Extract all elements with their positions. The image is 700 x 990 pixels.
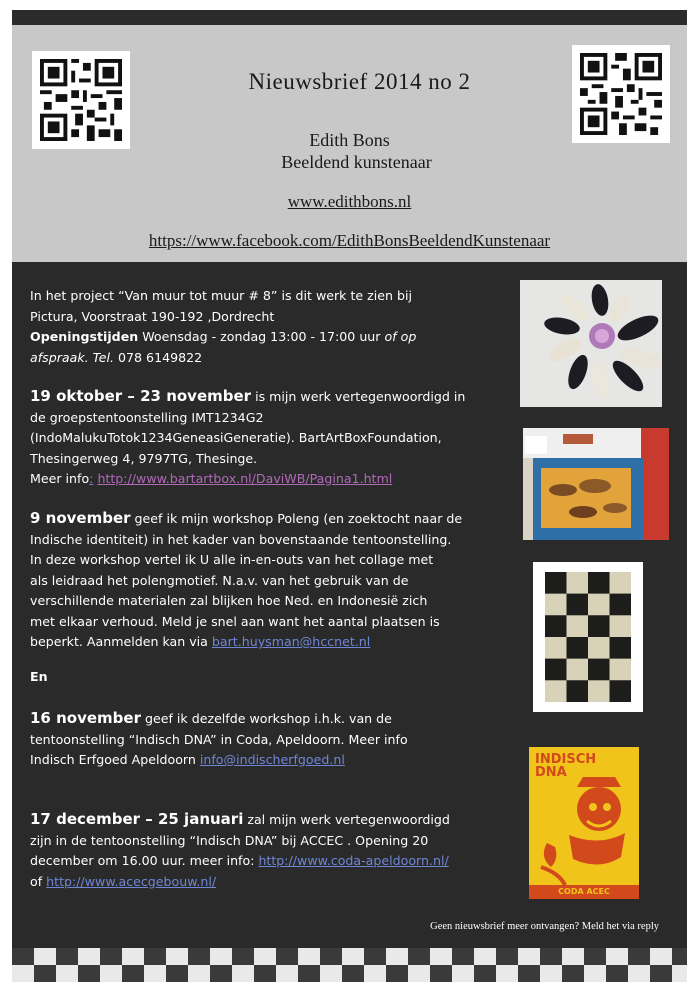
item-text: als leidraad het polengmotief. N.a.v. van het gebruik van de xyxy=(30,572,409,588)
item-van-muur-tot-muur xyxy=(30,286,490,368)
poleng-artwork-photo xyxy=(533,562,643,712)
item-text: met elkaar verhoud. Meld je snel aan want het aantal plaatsen is xyxy=(30,613,440,629)
poster-footer-text: CODA ACEC xyxy=(558,887,610,896)
poster-title-line1: INDISCH xyxy=(535,752,597,767)
event-date: 17 december – 25 januari xyxy=(30,810,244,828)
top-bar xyxy=(12,10,687,25)
item-text: geef ik dezelfde workshop i.h.k. van de xyxy=(140,711,392,726)
item-text: zijn in de tentoonstelling “Indisch DNA” bij ACCEC . Opening 20 xyxy=(30,832,429,848)
hours-text: Woensdag - zondag 13:00 - 17:00 uur xyxy=(138,329,385,344)
colon: : xyxy=(89,471,94,486)
item-text: of xyxy=(30,873,47,889)
item-text: geef ik mijn workshop Poleng (en zoektocht naar de xyxy=(130,511,463,526)
event-date: 16 november xyxy=(30,709,141,727)
event-date: 9 november xyxy=(30,509,131,527)
textile-artwork-image xyxy=(520,280,662,407)
website-link[interactable]: www.edithbons.nl xyxy=(287,192,412,211)
en-label: En xyxy=(30,669,48,684)
item-text: beperkt. Aanmelden kan via xyxy=(30,634,212,649)
item-text: In deze workshop vertel ik U alle in-en-outs van het collage met xyxy=(30,552,434,567)
more-info-label: Meer info xyxy=(30,471,90,486)
item-text: Indisch Erfgoed Apeldoorn xyxy=(30,752,200,767)
item-text: tentoonstelling “Indisch DNA” in Coda, Apeldoorn. Meer info xyxy=(30,731,408,747)
artist-block xyxy=(12,129,687,173)
item-imt1234g2 xyxy=(30,386,490,490)
hours-label: Openingstijden xyxy=(30,329,139,344)
item-text: verschillende materialen zal blijken hoe Ned. en Indonesië zich xyxy=(30,593,428,608)
workshop-photo xyxy=(523,428,669,540)
poster-title-line2: DNA xyxy=(535,765,567,780)
bartartbox-link[interactable]: http://www.bartartbox.nl/DaviWB/Pagina1.html xyxy=(97,471,393,486)
item-text: Indische identiteit) in het kader van bovenstaande tentoonstelling. xyxy=(30,531,452,547)
opening-hours xyxy=(30,327,490,348)
item-text: (IndoMalukuTotok1234GeneasiGeneratie). BartArtBoxFoundation, xyxy=(30,430,442,445)
event-date: 19 oktober – 23 november xyxy=(30,387,252,405)
item-en xyxy=(30,667,490,688)
checkered-border-strip xyxy=(12,948,687,982)
checkered-pattern xyxy=(12,948,687,982)
artist-name: Edith Bons xyxy=(309,130,390,150)
coda-link[interactable]: http://www.coda-apeldoorn.nl/ xyxy=(258,853,449,868)
phone-number: 078 6149822 xyxy=(114,349,203,365)
item-text: In het project “Van muur tot muur # 8” is dit werk te zien bij xyxy=(30,288,412,303)
unsubscribe-note: Geen nieuwsbrief meer ontvangen? Meld het via reply xyxy=(430,921,659,932)
item-text: december om 16.00 uur. meer info: xyxy=(30,853,259,868)
item-indisch-dna-accec xyxy=(30,809,490,892)
workshop-table-image xyxy=(523,428,669,540)
acec-link[interactable]: http://www.acecgebouw.nl/ xyxy=(46,873,217,889)
appointment-text: afspraak. Tel. xyxy=(30,349,115,365)
hours-italic: of op xyxy=(384,329,417,344)
item-text: Pictura, Voorstraat 190-192 ,Dordrecht xyxy=(30,308,275,324)
item-text: is mijn werk vertegenwoordigd in xyxy=(251,389,466,404)
email-link-indischerfgoed[interactable]: info@indischerfgoed.nl xyxy=(199,752,345,767)
poleng-checkered-image xyxy=(533,562,643,712)
item-text: zal mijn werk vertegenwoordigd xyxy=(243,812,450,827)
artwork-photo-flower xyxy=(520,280,662,407)
newsletter-header xyxy=(12,25,687,262)
newsletter-body xyxy=(12,262,687,948)
appointment-line xyxy=(30,348,490,369)
facebook-link[interactable]: https://www.facebook.com/EdithBonsBeeldendKunstenaar xyxy=(148,231,551,250)
email-link-bart[interactable]: bart.huysman@hccnet.nl xyxy=(211,634,371,649)
item-text: Thesingerweg 4, 9797TG, Thesinge. xyxy=(30,450,258,466)
newsletter-title: Nieuwsbrief 2014 no 2 xyxy=(248,69,471,94)
item-text: de groepstentoonstelling IMT1234G2 xyxy=(30,409,264,425)
item-indisch-dna-coda xyxy=(30,708,490,771)
indisch-dna-poster xyxy=(529,747,639,899)
poster-title xyxy=(535,753,596,779)
item-workshop-poleng xyxy=(30,508,490,653)
artist-role: Beeldend kunstenaar xyxy=(281,152,432,172)
